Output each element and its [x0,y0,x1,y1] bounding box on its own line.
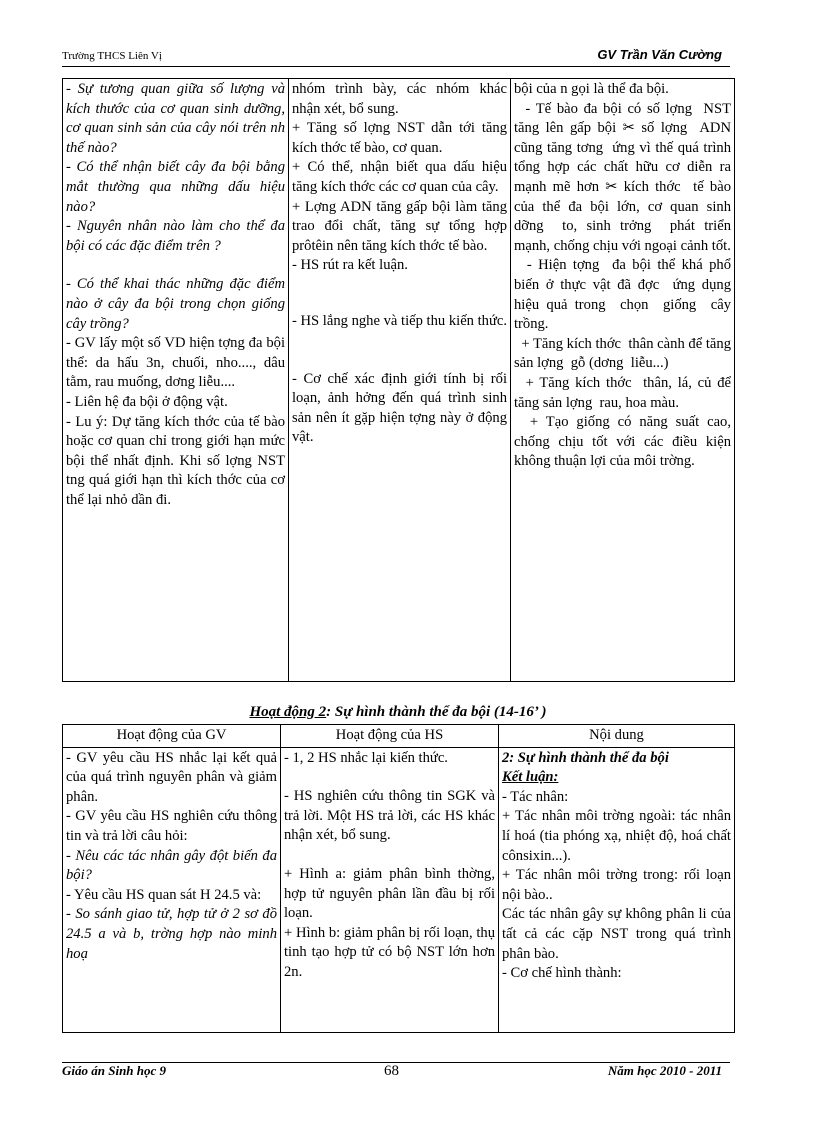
paragraph: Các tác nhân gây sự không phân li của tất cả các cặp NST trong quá trình phân bào. [502,906,731,962]
paragraph: - HS rút ra kết luận. [292,257,408,274]
section-title-label: Hoạt động 2 [249,704,327,720]
teacher-activity-cell [63,79,289,682]
content-title: 2: Sự hình thành thể đa bội [502,749,669,766]
question: - So sánh giao tử, hợp tử ở 2 sơ đồ 24.5 a và b, trờng hợp nào minh hoạ [66,906,277,962]
paragraph: - Lu ý: Dự tăng kích thớc của tế bào hoặc cơ quan chỉ trong giới hạn mức bội thể nhất định. Khi số lợng NST tng quá giới hạn thì kích thớc của cơ thể lại nhỏ dần đi. [66,413,285,508]
footer-left: Giáo án Sinh học 9 [62,1063,167,1078]
page-footer [62,1062,730,1081]
paragraph: - GV yêu cầu HS nhắc lại kết quả của quá trình nguyên phân và giảm phân. [66,749,277,805]
paragraph: - 1, 2 HS nhắc lại kiến thức. [284,749,448,766]
paragraph: - Tác nhân: [502,788,569,805]
paragraph: - Hiện tợng đa bội thể khá phổ biến ở thực vật đã đợc ứng dụng hiệu quả trong chọn giống cây trồng. [514,257,735,333]
paragraph: - Liên hệ đa bội ở động vật. [66,393,228,410]
question: - Có thể nhận biết cây đa bội bằng mắt thường qua những dấu hiệu nào? [66,159,285,215]
paragraph: + Hình a: giảm phân bình thờng, hợp tử nguyên phân lần đầu bị rối loạn. [284,865,495,922]
question: - Nguyên nhân nào làm cho thể đa bội có các đặc điểm trên ? [66,218,285,254]
paragraph: - Tế bào đa bội có số lợng NST tăng lên gấp bội ✂ số lợng ADN cũng tăng tơng ứng vì thế quá trình tổng hợp các chất hữu cơ diễn ra mạnh mẽ hơn ✂ kích thớc tế bào của thể đa bội lớn, cơ quan sinh dỡng to, sinh trởng phát triển mạnh, chống chịu với ngoại cảnh tốt. [514,100,735,254]
column-header-hs: Hoạt động của HS [281,725,499,748]
lesson-table-1 [62,78,735,682]
page-number: 68 [384,1063,399,1079]
question: - Có thể khai thác những đặc điểm nào ở cây đa bội trong chọn giống cây trồng? [66,276,285,332]
content-cell [511,79,735,682]
content-cell [499,747,735,1032]
paragraph: + Tăng kích thớc thân, lá, củ để tăng sản lợng rau, hoa màu. [514,374,735,411]
lesson-table-2 [62,724,735,1033]
paragraph: + Tác nhân môi trờng trong: rối loạn nội bào.. [502,867,731,903]
section-title [62,704,734,721]
conclusion-label: Kết luận: [502,769,559,786]
paragraph: - Yêu cầu HS quan sát H 24.5 và: [66,886,262,903]
student-activity-cell [289,79,511,682]
page-header [62,47,730,67]
paragraph: + Tăng kích thớc thân cành để tăng sản lợng gỗ (dơng liễu...) [514,335,735,372]
paragraph: bội của n gọi là thể đa bội. [514,81,669,97]
footer-right: Năm học 2010 - 2011 [607,1063,722,1078]
paragraph: nhóm trình bày, các nhóm khác nhận xét, bổ sung. [292,81,507,117]
paragraph: - GV yêu cầu HS nghiên cứu thông tin và trả lời câu hỏi: [66,808,277,844]
teacher-name: GV Trần Văn Cường [597,47,722,62]
section-title-text: : Sự hình thành thể đa bội (14-16’ ) [326,704,547,720]
paragraph: + Tạo giống có năng suất cao, chống chịu tốt với các điều kiện không thuận lợi của môi trờng. [514,414,735,470]
paragraph: + Lợng ADN tăng gấp bội làm tăng trao đổi chất, tăng sự tổng hợp prôtêin nên tăng kích thớc tế bào. [292,198,507,254]
teacher-activity-cell [63,747,281,1032]
column-header-content: Nội dung [499,725,735,748]
question: - Sự tương quan giữa số lượng và kích thước của cơ quan sinh dưỡng, cơ quan sinh sản của cây nói trên nh thế nào? [66,81,285,156]
paragraph: + Có thể, nhận biết qua dấu hiệu tăng kích thớc các cơ quan của cây. [292,159,507,195]
paragraph: - Cơ chế hình thành: [502,965,622,982]
column-header-gv: Hoạt động của GV [63,725,281,748]
paragraph: + Tác nhân môi trờng ngoài: tác nhân lí hoá (tia phóng xạ, nhiệt độ, hoá chất cônsixin...). [502,808,731,864]
paragraph: + Hình b: giảm phân bị rối loạn, thụ tinh tạo hợp tử có bộ NST lớn hơn 2n. [284,924,495,980]
student-activity-cell [281,747,499,1032]
question: - Nêu các tác nhân gây đột biến đa bội? [66,847,277,884]
paragraph: - HS lắng nghe và tiếp thu kiến thức. [292,312,508,329]
paragraph: - GV lấy một số VD hiện tợng đa bội thể: da hấu 3n, chuối, nho...., dâu tằm, rau muống, dơng liễu.... [66,335,285,391]
paragraph: + Tăng số lợng NST dẫn tới tăng kích thớc tế bào, cơ quan. [292,120,507,156]
paragraph: - Cơ chế xác định giới tính bị rối loạn, ảnh hởng đến quá trình sinh sản nên ít gặp hiện tợng này ở động vật. [292,370,507,446]
school-name: Trường THCS Liên Vị [62,50,162,62]
paragraph: - HS nghiên cứu thông tin SGK và trả lời. Một HS trả lời, các HS khác nhận xét, bổ sung. [284,788,495,844]
